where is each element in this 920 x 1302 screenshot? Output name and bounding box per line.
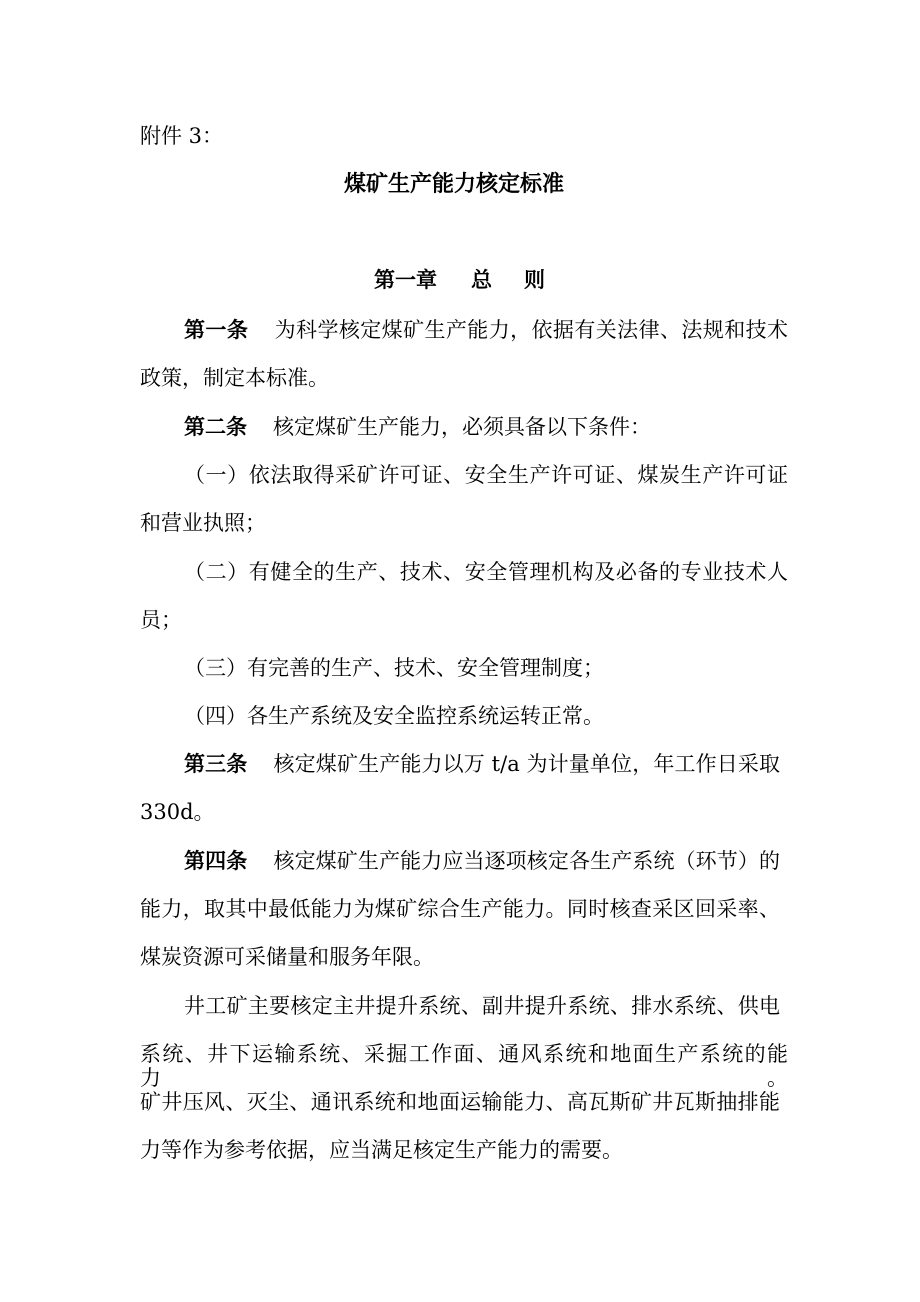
article-1-label: 第一条 — [184, 318, 249, 342]
article-1-line-1 — [184, 318, 788, 342]
attachment-label: 附件 3： — [140, 124, 224, 148]
article-3-line-1 — [184, 752, 780, 776]
chapter-heading — [374, 268, 545, 292]
paragraph-5-line-1: 井工矿主要核定主井提升系统、副井提升系统、排水系统、供电 — [184, 994, 780, 1018]
article-4-text: 核定煤矿生产能力应当逐项核定各生产系统（环节）的 — [273, 849, 781, 873]
article-4-line-1 — [184, 849, 780, 873]
article-2-label: 第二条 — [184, 415, 247, 439]
article-3-line-2: 330d。 — [140, 800, 215, 824]
article-3-text: 核定煤矿生产能力以万 t/a 为计量单位，年工作日采取 — [273, 752, 780, 776]
article-2-item-1-line-2: 和营业执照； — [140, 511, 266, 535]
article-3-label: 第三条 — [184, 752, 248, 776]
chapter-char-1: 总 — [471, 268, 492, 292]
chapter-char-2: 则 — [524, 268, 545, 292]
article-2-item-2-line-2: 员； — [140, 608, 182, 632]
paragraph-5-line-3: 矿井压风、灭尘、通讯系统和地面运输能力、高瓦斯矿井瓦斯抽排能 — [140, 1090, 780, 1114]
paragraph-5-line-2: 系统、井下运输系统、采掘工作面、通风系统和地面生产系统的能力。 — [140, 1042, 788, 1090]
paragraph-5-line-4: 力等作为参考依据，应当满足核定生产能力的需要。 — [140, 1138, 623, 1162]
chapter-label: 第一章 — [374, 268, 437, 292]
article-2-item-3: （三）有完善的生产、技术、安全管理制度； — [184, 656, 604, 680]
article-2-text: 核定煤矿生产能力，必须具备以下条件： — [273, 415, 651, 439]
document-title: 煤矿生产能力核定标准 — [344, 172, 565, 197]
article-2-line-1 — [184, 415, 651, 439]
article-4-line-3: 煤炭资源可采储量和服务年限。 — [140, 945, 434, 969]
article-2-item-1-line-1: （一）依法取得采矿许可证、安全生产许可证、煤炭生产许可证 — [184, 463, 788, 487]
article-2-item-2-line-1: （二）有健全的生产、技术、安全管理机构及必备的专业技术人 — [184, 560, 788, 584]
article-4-line-2: 能力，取其中最低能力为煤矿综合生产能力。同时核查采区回采率、 — [140, 897, 780, 921]
article-2-item-4: （四）各生产系统及安全监控系统运转正常。 — [184, 704, 604, 728]
article-1-text: 为科学核定煤矿生产能力，依据有关法律、法规和技术 — [274, 318, 789, 342]
article-4-label: 第四条 — [184, 849, 248, 873]
article-1-line-2: 政策，制定本标准。 — [140, 366, 329, 390]
